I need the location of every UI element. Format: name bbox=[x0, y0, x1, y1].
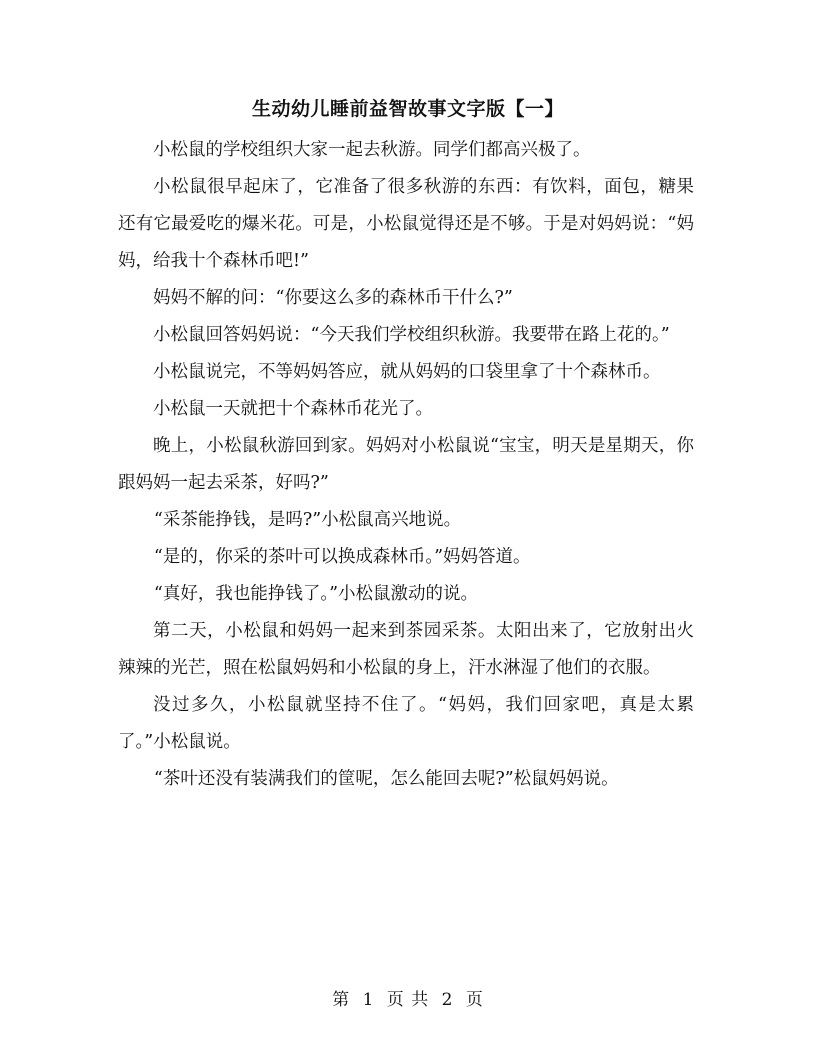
paragraph-2: 小松鼠很早起床了，它准备了很多秋游的东西：有饮料，面包，糖果还有它最爱吃的爆米花。可是，小松鼠觉得还是不够。于是对妈妈说：“妈妈，给我十个森林币吧!” bbox=[118, 177, 694, 271]
paragraph-4: 小松鼠回答妈妈说：“今天我们学校组织秋游。我要带在路上花的。” bbox=[153, 325, 670, 345]
paragraph-11: 第二天，小松鼠和妈妈一起来到茶园采茶。太阳出来了，它放射出火辣辣的光芒，照在松鼠妈妈和小松鼠的身上，汗水淋湿了他们的衣服。 bbox=[118, 621, 694, 678]
paragraph-1: 小松鼠的学校组织大家一起去秋游。同学们都高兴极了。 bbox=[153, 140, 591, 160]
paragraph-12: 没过多久，小松鼠就坚持不住了。“妈妈，我们回家吧，真是太累了。”小松鼠说。 bbox=[118, 695, 694, 752]
paragraph-6: 小松鼠一天就把十个森林币花光了。 bbox=[153, 399, 433, 419]
paragraph-5: 小松鼠说完，不等妈妈答应，就从妈妈的口袋里拿了十个森林币。 bbox=[153, 362, 661, 382]
paragraph-3: 妈妈不解的问：“你要这么多的森林币干什么?” bbox=[153, 288, 513, 308]
paragraph-7: 晚上，小松鼠秋游回到家。妈妈对小松鼠说“宝宝，明天是星期天，你跟妈妈一起去采茶，好吗?” bbox=[118, 436, 694, 493]
page-footer bbox=[0, 985, 816, 1010]
footer-prefix: 第 bbox=[332, 990, 351, 1010]
footer-total-pages: 2 bbox=[441, 990, 454, 1010]
paragraph-10: “真好，我也能挣钱了。”小松鼠激动的说。 bbox=[153, 584, 479, 604]
paragraph-13: “茶叶还没有装满我们的筐呢，怎么能回去呢?”松鼠妈妈说。 bbox=[153, 769, 619, 789]
footer-suffix: 页 bbox=[465, 990, 484, 1010]
paragraph-8: “采茶能挣钱，是吗?”小松鼠高兴地说。 bbox=[153, 510, 462, 530]
document-title: 生动幼儿睡前益智故事文字版【一】 bbox=[251, 98, 564, 120]
footer-middle: 页 共 bbox=[386, 990, 430, 1010]
paragraph-9: “是的，你采的茶叶可以换成森林币。”妈妈答道。 bbox=[153, 547, 531, 567]
story-body bbox=[118, 132, 694, 798]
footer-current-page: 1 bbox=[362, 990, 375, 1010]
